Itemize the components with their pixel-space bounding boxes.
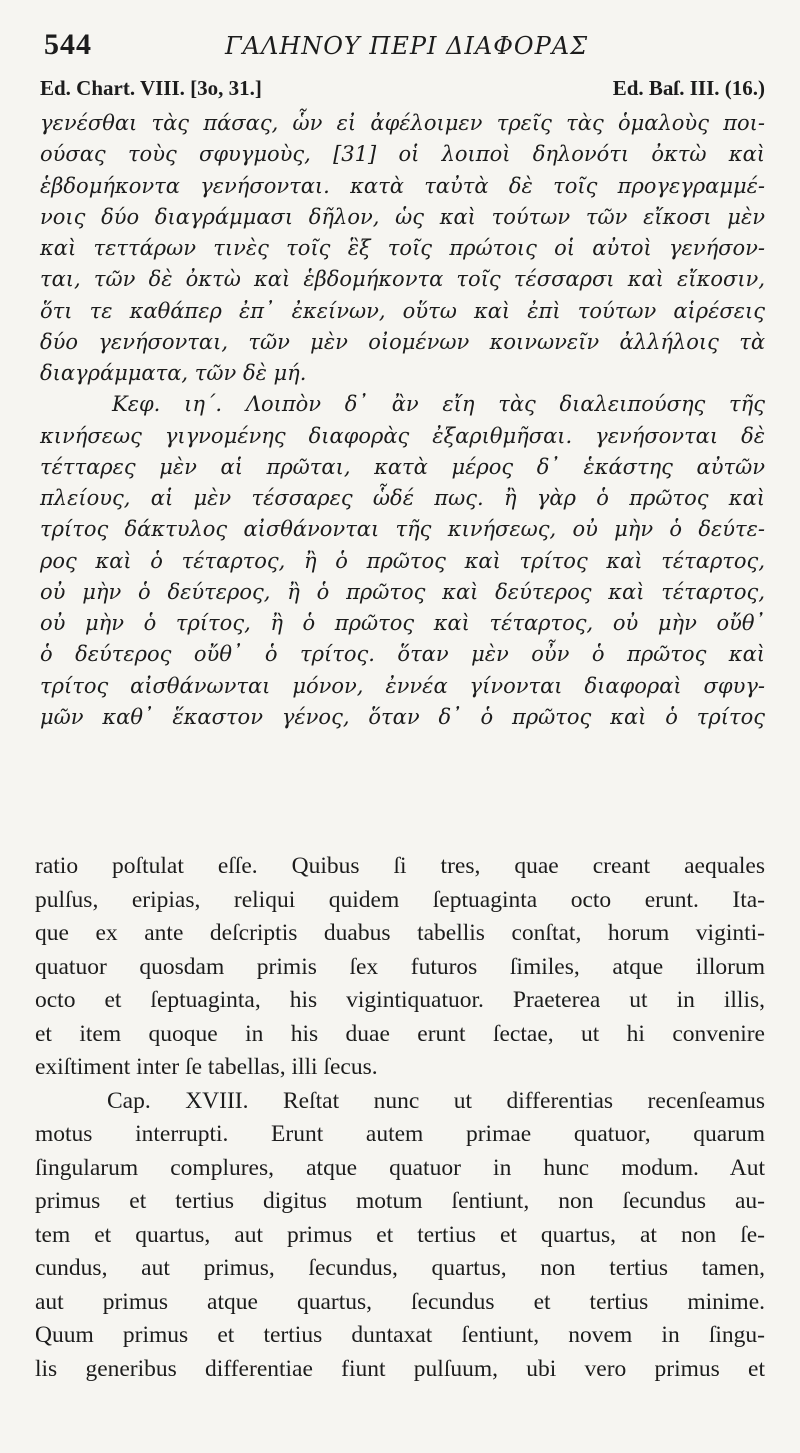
greek-line: κινήσεως γιγνομένης διαφορὰς ἐξαριθμῆσαι. γενήσονται δὲ [40,423,765,448]
greek-line: τρίτος δάκτυλος αἰσθάνονται τῆς κινήσεως, οὐ μὴν ὁ δεύτε- [40,517,765,542]
latin-line: que ex ante deſcriptis duabus tabellis conſtat, horum viginti- [35,920,765,946]
greek-line: οὐ μὴν ὁ δεύτερος, ἢ ὁ πρῶτος καὶ δεύτερος καὶ τέταρτος, [40,579,765,604]
greek-line: ρος καὶ ὁ τέταρτος, ἢ ὁ πρῶτος καὶ τρίτος καὶ τέταρτος, [40,548,765,573]
greek-text-block [40,108,765,733]
greek-line: γενέσθαι τὰς πάσας, ὧν εἰ ἀφέλοιμεν τρεῖς τὰς ὁμαλοὺς ποι- [40,111,765,135]
page-number: 544 [44,28,92,61]
greek-line: ἑβδομήκοντα γενήσονται. κατὰ ταὐτὰ δὲ τοῖς προγεγραμμέ- [40,173,765,198]
greek-line: πλείους, αἱ μὲν τέσσαρες ὧδέ πως. ἢ γὰρ ὁ πρῶτος καὶ [40,486,765,510]
greek-line: οὐ μὴν ὁ τρίτος, ἢ ὁ πρῶτος καὶ τέταρτος, οὐ μὴν οὔθ᾽ [40,611,765,635]
page-header [40,28,760,68]
latin-line: cundus, aut primus, ſecundus, quartus, non tertius tamen, [35,1255,765,1281]
latin-line: motus interrupti. Erunt autem primae quatuor, quarum [35,1121,765,1147]
latin-line: et item quoque in his duae erunt ſectae, ut hi convenire [35,1020,765,1047]
latin-line: tem et quartus, aut primus et tertius et quartus, at non ſe- [35,1221,765,1248]
latin-line: primus et tertius digitus motum ſentiunt, non ſecundus au- [35,1188,765,1214]
latin-line: ſingularum complures, atque quatuor in hunc modum. Aut [35,1154,765,1181]
running-title: ΓΑΛΗΝΟΥ ΠΕΡΙ ΔΙΑΦΟΡΑΣ [225,32,589,60]
latin-line: exiſtiment inter ſe tabellas, illi ſecus. [35,1054,378,1080]
latin-line: Quum primus et tertius duntaxat ſentiunt, novem in ſingu- [35,1322,765,1348]
greek-line: ούσας τοὺς σφυγμοὺς, [31] οἱ λοιποὶ δηλονότι ὀκτὼ καὶ [40,142,765,167]
greek-line: διαγράμματα, τῶν δὲ μή. [40,361,307,385]
greek-line: ὁ δεύτερος οὔθ᾽ ὁ τρίτος. ὅταν μὲν οὖν ὁ πρῶτος καὶ [40,642,765,667]
latin-line: lis generibus differentiae fiunt pulſuum, ubi vero primus et [35,1355,765,1382]
latin-text-block [35,850,765,1386]
greek-line: δύο γενήσονται, τῶν μὲν οἰομένων κοινωνεῖν ἀλλήλοις τὰ [40,329,765,354]
latin-line: aut primus atque quartus, ſecundus et tertius minime. [35,1288,765,1315]
greek-line: καὶ τεττάρων τινὲς τοῖς ἓξ τοῖς πρώτοις οἱ αὐτοὶ γενήσον- [40,236,765,260]
greek-line: ὅτι τε καθάπερ ἐπ᾽ ἐκείνων, οὕτω καὶ ἐπὶ τούτων αἱρέσεις [40,298,765,323]
greek-line: νοις δύο διαγράμμασι δῆλον, ὡς καὶ τούτων τῶν εἴκοσι μὲν [40,204,765,229]
latin-chapter-heading-line: Cap. XVIII. Reſtat nunc ut differentias recenſeamus [107,1087,765,1114]
greek-line: ται, τῶν δὲ ὀκτὼ καὶ ἑβδομήκοντα τοῖς τέσσαρσι καὶ εἴκοσιν, [40,267,765,292]
latin-line: pulſus, eripias, reliqui quidem ſeptuaginta octo erunt. Ita- [35,886,765,913]
latin-line: quatuor quosdam primis ſex futuros ſimiles, atque illorum [35,953,765,980]
edition-bas-reference: Ed. Baſ. III. (16.) [612,76,765,100]
latin-line: ratio poſtulat eſſe. Quibus ſi tres, quae creant aequales [35,853,765,879]
greek-line: τέτταρες μὲν αἱ πρῶται, κατὰ μέρος δ᾽ ἑκάστης αὐτῶν [40,454,765,479]
edition-chart-reference: Ed. Chart. VIII. [3o, 31.] [40,76,262,100]
greek-line: μῶν καθ᾽ ἕκαστον γένος, ὅταν δ᾽ ὁ πρῶτος καὶ ὁ τρίτος [40,704,765,729]
greek-line: τρίτος αἰσθάνωνται μόνον, ἐννέα γίνονται διαφοραὶ σφυγ- [40,673,765,698]
latin-line: octo et ſeptuaginta, his vigintiquatuor. Praeterea ut in illis, [35,987,765,1013]
greek-chapter-heading-line: Κεφ. ιη΄. Λοιπὸν δ᾽ ἂν εἴη τὰς διαλειπούσης τῆς [112,392,765,417]
edition-references [40,76,765,106]
